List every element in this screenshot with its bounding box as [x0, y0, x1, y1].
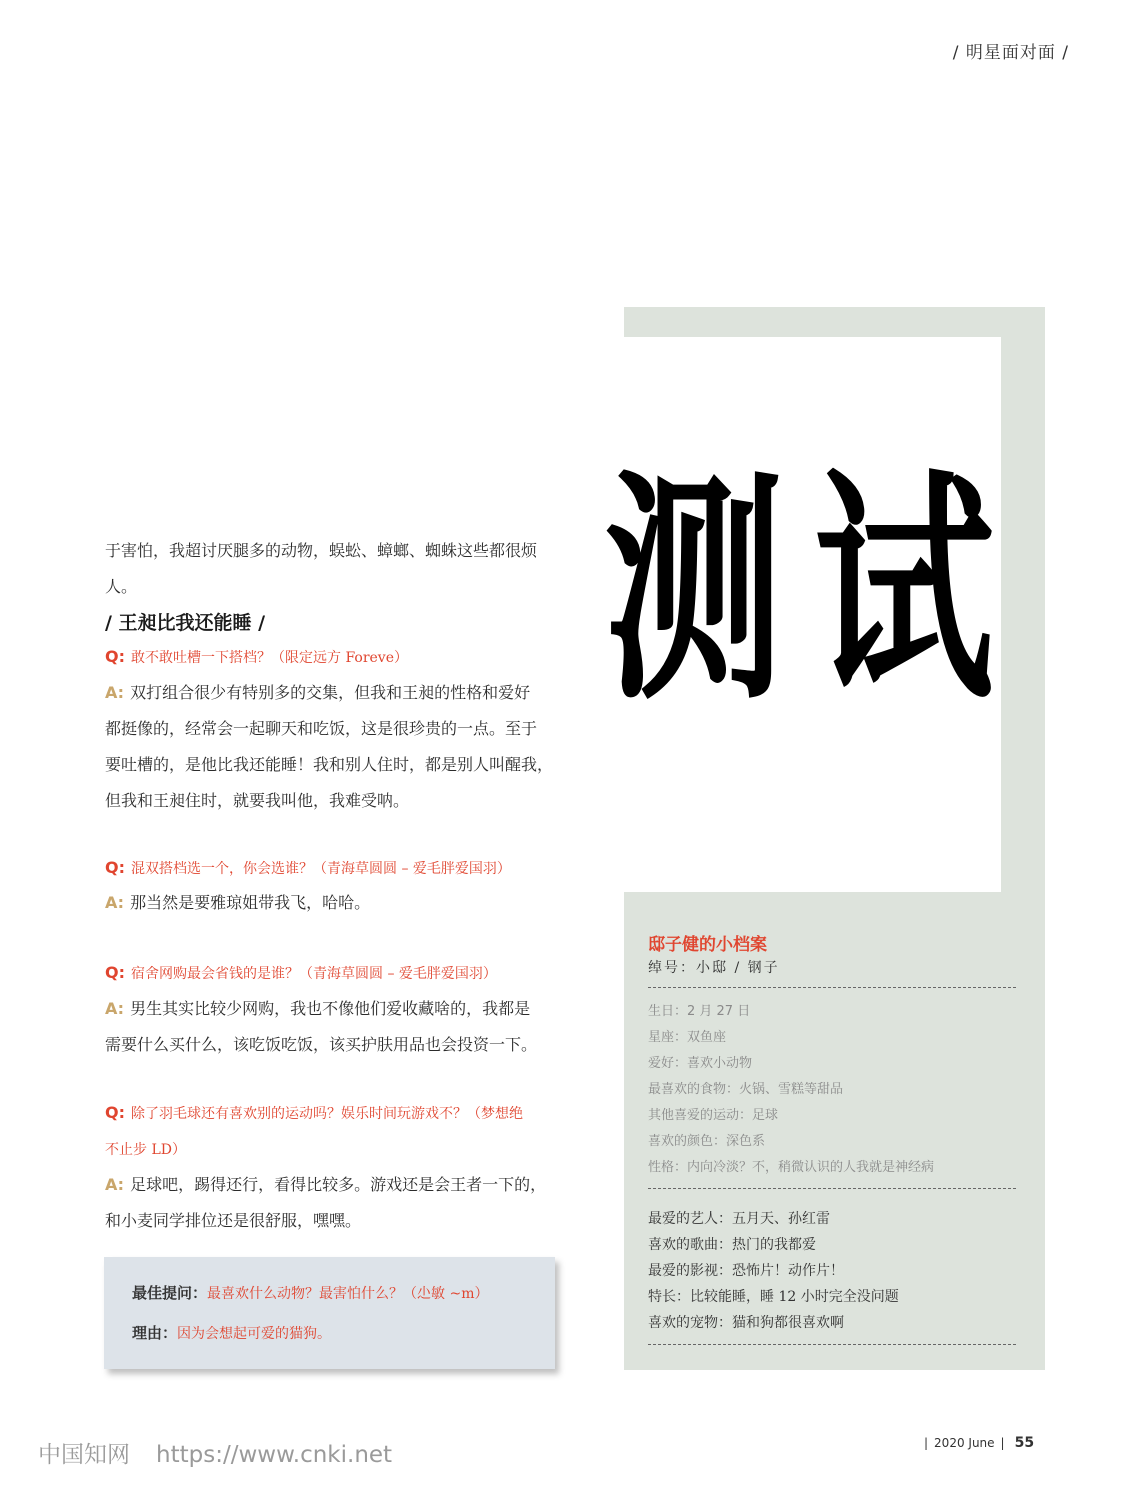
- profile-fact: 爱好：喜欢小动物: [648, 1056, 753, 1071]
- question-tag: Q:: [105, 963, 125, 982]
- question-text: 宿舍网购最会省钱的是谁？（青海草圆圆 – 爱毛胖爱国羽）: [131, 966, 497, 982]
- answer-tag: A:: [105, 683, 125, 702]
- question-tag: Q:: [105, 647, 125, 666]
- profile-favorite: 最爱的艺人：五月天、孙红雷: [648, 1211, 830, 1227]
- question-tag: Q:: [105, 1103, 125, 1122]
- question-text: 混双搭档选一个，你会选谁？（青海草圆圆 – 爱毛胖爱国羽）: [131, 861, 511, 877]
- answer-line: 需要什么买什么，该吃饭吃饭，该买护肤用品也会投资一下。: [105, 1035, 538, 1054]
- profile-favorite: 最爱的影视：恐怖片！动作片！: [648, 1263, 844, 1279]
- question-4: [105, 1095, 557, 1168]
- divider: [648, 987, 1016, 988]
- best-reason-text: 因为会想起可爱的猫狗。: [177, 1326, 332, 1342]
- watermark-url: https://www.cnki.net: [156, 1442, 393, 1468]
- page-number: 55: [1014, 1435, 1035, 1451]
- profile-favorite: 特长：比较能睡，睡 12 小时完全没问题: [648, 1289, 899, 1305]
- best-reason-label: 理由：: [132, 1324, 178, 1342]
- question-3: [105, 955, 557, 992]
- divider: [648, 1188, 1016, 1189]
- watermark: [38, 1436, 392, 1469]
- profile-fact: 最喜欢的食物：火锅、雪糕等甜品: [648, 1082, 844, 1097]
- answer-tag: A:: [105, 893, 125, 912]
- profile-fact: 生日：2 月 27 日: [648, 1004, 751, 1019]
- question-text: 敢不敢吐槽一下搭档？（限定远方 Foreve）: [131, 650, 408, 666]
- question-text: 除了羽毛球还有喜欢别的运动吗？娱乐时间玩游戏不？（梦想绝: [131, 1106, 523, 1122]
- answer-line: 但我和王昶住时，就要我叫他，我难受呐。: [105, 791, 410, 810]
- intro-line: 于害怕，我超讨厌腿多的动物，蜈蚣、蟑螂、蜘蛛这些都很烦人。: [105, 541, 538, 596]
- big-title: 测试: [604, 450, 1025, 733]
- divider: [648, 1344, 1016, 1345]
- profile-fact: 性格：内向冷淡？不，稍微认识的人我就是神经病: [648, 1160, 935, 1175]
- best-question-label: 最佳提问：: [132, 1284, 208, 1302]
- answer-line: 和小麦同学排位还是很舒服，嘿嘿。: [105, 1211, 362, 1230]
- footer-separator: |: [924, 1436, 929, 1450]
- profile-fact: 其他喜爱的运动：足球: [648, 1108, 779, 1123]
- footer-separator: |: [1000, 1436, 1005, 1450]
- answer-2: [105, 885, 557, 921]
- profile-nickname: 绰号：小邸 / 钢子: [648, 960, 780, 976]
- watermark-brand: 中国知网: [38, 1442, 130, 1468]
- page-footer: [918, 1435, 1034, 1451]
- profile-fact: 喜欢的颜色：深色系: [648, 1134, 766, 1149]
- article-subhead: / 王昶比我还能睡 /: [105, 612, 266, 634]
- answer-3: [105, 991, 557, 1063]
- answer-1: [105, 675, 557, 819]
- answer-line: 都挺像的，经常会一起聊天和吃饭，这是很珍贵的一点。至于: [105, 719, 538, 738]
- answer-tag: A:: [105, 999, 125, 1018]
- best-reason-row: [132, 1322, 331, 1343]
- answer-line: 那当然是要雅琼姐带我飞，哈哈。: [130, 893, 371, 912]
- best-question-box: [104, 1257, 555, 1369]
- answer-line: 要吐槽的，是他比我还能睡！我和别人住时，都是别人叫醒我，: [105, 755, 554, 774]
- best-question-row: [132, 1282, 488, 1303]
- answer-line: 双打组合很少有特别多的交集，但我和王昶的性格和爱好: [130, 683, 531, 702]
- answer-4: [105, 1167, 557, 1239]
- question-2: [105, 850, 557, 887]
- issue-date: 2020 June: [934, 1436, 995, 1450]
- answer-tag: A:: [105, 1175, 125, 1194]
- best-question-text: 最喜欢什么动物？最害怕什么？（尐敏 ~m）: [207, 1286, 489, 1302]
- profile-favorite: 喜欢的宠物：猫和狗都很喜欢啊: [648, 1315, 844, 1331]
- answer-line: 男生其实比较少网购，我也不像他们爱收藏啥的，我都是: [130, 999, 531, 1018]
- section-tag: / 明星面对面 /: [952, 43, 1069, 63]
- answer-line: 足球吧，踢得还行，看得比较多。游戏还是会王者一下的，: [130, 1175, 547, 1194]
- profile-fact: 星座：双鱼座: [648, 1030, 727, 1045]
- question-tag: Q:: [105, 858, 125, 877]
- question-1: [105, 639, 557, 676]
- profile-title: 邸子健的小档案: [648, 935, 767, 955]
- profile-favorite: 喜欢的歌曲：热门的我都爱: [648, 1237, 816, 1253]
- question-text: 不止步 LD）: [105, 1142, 186, 1158]
